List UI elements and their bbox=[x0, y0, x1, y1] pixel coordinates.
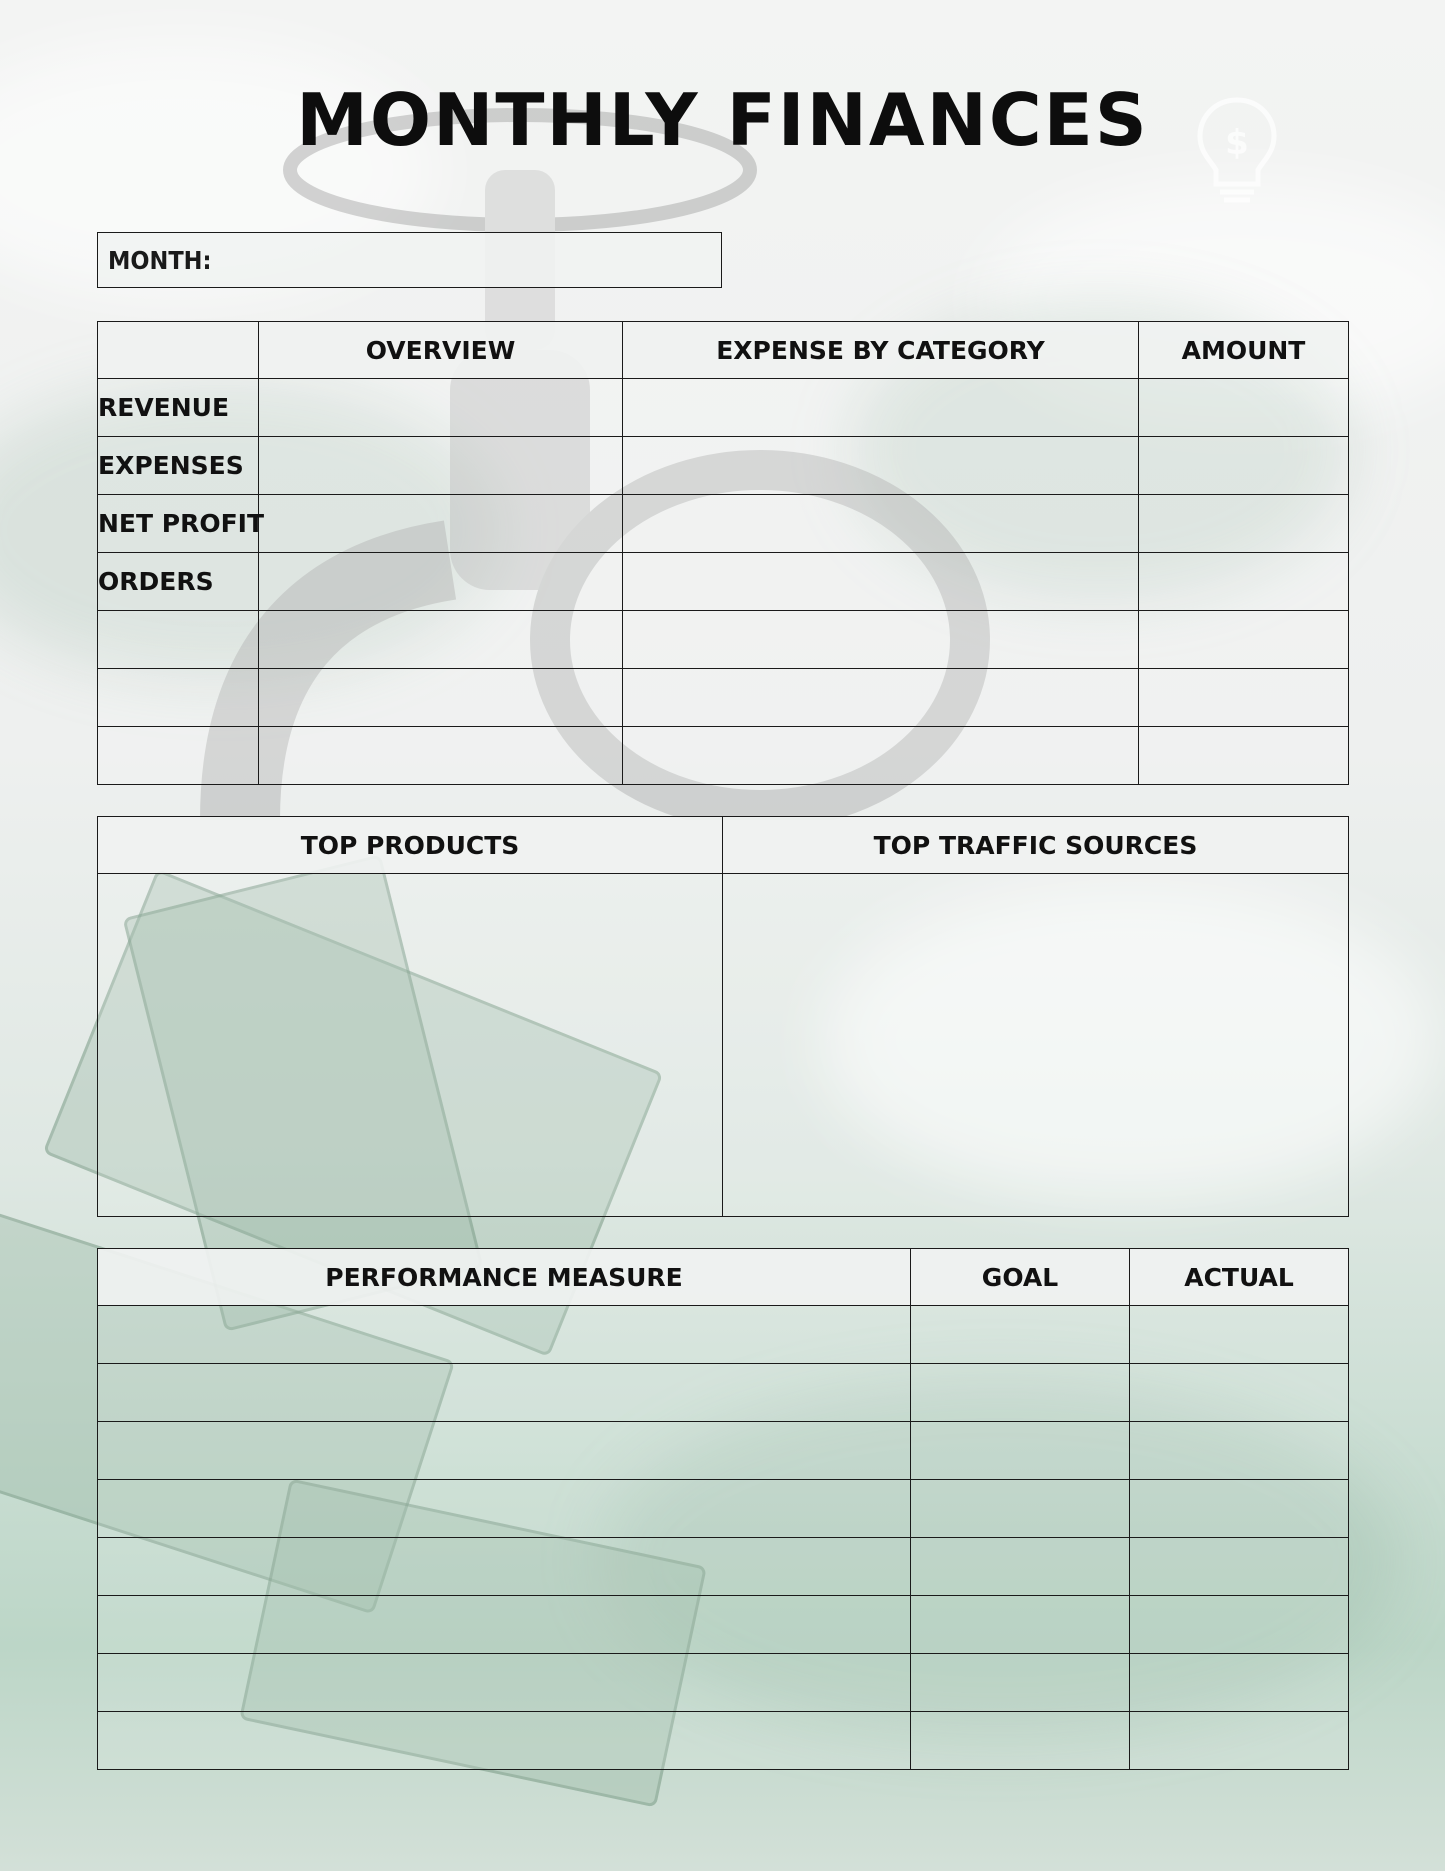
goal-cell[interactable] bbox=[911, 1538, 1130, 1596]
performance-measure-cell[interactable] bbox=[98, 1364, 911, 1422]
overview-cell[interactable] bbox=[259, 727, 623, 785]
actual-cell[interactable] bbox=[1130, 1422, 1349, 1480]
overview-cell[interactable] bbox=[259, 379, 623, 437]
row-label-orders: ORDERS bbox=[98, 553, 259, 611]
svg-text:$: $ bbox=[1225, 123, 1249, 163]
amount-cell[interactable] bbox=[1139, 669, 1349, 727]
top-traffic-sources-header: TOP TRAFFIC SOURCES bbox=[723, 817, 1349, 874]
overview-header: OVERVIEW bbox=[259, 322, 623, 379]
goal-cell[interactable] bbox=[911, 1364, 1130, 1422]
performance-measure-cell[interactable] bbox=[98, 1480, 911, 1538]
amount-header: AMOUNT bbox=[1139, 322, 1349, 379]
products-traffic-table bbox=[97, 816, 1349, 1217]
table-row bbox=[98, 495, 1349, 553]
amount-cell[interactable] bbox=[1139, 727, 1349, 785]
expense-category-cell[interactable] bbox=[623, 553, 1139, 611]
amount-cell[interactable] bbox=[1139, 611, 1349, 669]
top-products-header: TOP PRODUCTS bbox=[98, 817, 723, 874]
top-products-area[interactable] bbox=[98, 874, 723, 1217]
actual-cell[interactable] bbox=[1130, 1538, 1349, 1596]
performance-body bbox=[98, 1306, 1349, 1770]
table-row bbox=[98, 553, 1349, 611]
amount-cell[interactable] bbox=[1139, 495, 1349, 553]
actual-cell[interactable] bbox=[1130, 1712, 1349, 1770]
row-label-blank[interactable] bbox=[98, 727, 259, 785]
expense-category-cell[interactable] bbox=[623, 669, 1139, 727]
products-header-row bbox=[98, 817, 1349, 874]
performance-measure-cell[interactable] bbox=[98, 1654, 911, 1712]
top-traffic-sources-area[interactable] bbox=[723, 874, 1349, 1217]
actual-header: ACTUAL bbox=[1130, 1249, 1349, 1306]
overview-header-row bbox=[98, 322, 1349, 379]
overview-cell[interactable] bbox=[259, 437, 623, 495]
row-label-blank[interactable] bbox=[98, 611, 259, 669]
page-title: MONTHLY FINANCES bbox=[296, 78, 1149, 162]
amount-cell[interactable] bbox=[1139, 553, 1349, 611]
actual-cell[interactable] bbox=[1130, 1654, 1349, 1712]
actual-cell[interactable] bbox=[1130, 1364, 1349, 1422]
table-row bbox=[98, 1306, 1349, 1364]
expense-category-cell[interactable] bbox=[623, 727, 1139, 785]
amount-cell[interactable] bbox=[1139, 437, 1349, 495]
overview-cell[interactable] bbox=[259, 611, 623, 669]
goal-cell[interactable] bbox=[911, 1422, 1130, 1480]
overview-cell[interactable] bbox=[259, 669, 623, 727]
table-row bbox=[98, 1712, 1349, 1770]
goal-cell[interactable] bbox=[911, 1596, 1130, 1654]
table-row bbox=[98, 1422, 1349, 1480]
performance-measure-cell[interactable] bbox=[98, 1712, 911, 1770]
table-row bbox=[98, 437, 1349, 495]
goal-cell[interactable] bbox=[911, 1306, 1130, 1364]
expense-category-cell[interactable] bbox=[623, 495, 1139, 553]
table-row bbox=[98, 611, 1349, 669]
performance-header-row bbox=[98, 1249, 1349, 1306]
performance-measure-cell[interactable] bbox=[98, 1306, 911, 1364]
row-label-blank[interactable] bbox=[98, 669, 259, 727]
expense-category-cell[interactable] bbox=[623, 379, 1139, 437]
products-body-row bbox=[98, 874, 1349, 1217]
goal-cell[interactable] bbox=[911, 1712, 1130, 1770]
table-row bbox=[98, 727, 1349, 785]
overview-cell[interactable] bbox=[259, 553, 623, 611]
table-row bbox=[98, 1480, 1349, 1538]
month-label: MONTH: bbox=[108, 245, 212, 275]
row-label-net-profit: NET PROFIT bbox=[98, 495, 259, 553]
expense-category-cell[interactable] bbox=[623, 437, 1139, 495]
expense-by-category-header: EXPENSE BY CATEGORY bbox=[623, 322, 1139, 379]
row-label-expenses: EXPENSES bbox=[98, 437, 259, 495]
month-field[interactable] bbox=[97, 232, 722, 288]
performance-measure-cell[interactable] bbox=[98, 1596, 911, 1654]
table-row bbox=[98, 379, 1349, 437]
amount-cell[interactable] bbox=[1139, 379, 1349, 437]
overview-cell[interactable] bbox=[259, 495, 623, 553]
actual-cell[interactable] bbox=[1130, 1480, 1349, 1538]
actual-cell[interactable] bbox=[1130, 1306, 1349, 1364]
goal-cell[interactable] bbox=[911, 1654, 1130, 1712]
performance-measure-header: PERFORMANCE MEASURE bbox=[98, 1249, 911, 1306]
table-row bbox=[98, 669, 1349, 727]
row-label-revenue: REVENUE bbox=[98, 379, 259, 437]
performance-measure-cell[interactable] bbox=[98, 1538, 911, 1596]
overview-table bbox=[97, 321, 1349, 785]
performance-measure-cell[interactable] bbox=[98, 1422, 911, 1480]
table-row bbox=[98, 1538, 1349, 1596]
goal-header: GOAL bbox=[911, 1249, 1130, 1306]
overview-corner-cell bbox=[98, 322, 259, 379]
goal-cell[interactable] bbox=[911, 1480, 1130, 1538]
table-row bbox=[98, 1654, 1349, 1712]
table-row bbox=[98, 1364, 1349, 1422]
actual-cell[interactable] bbox=[1130, 1596, 1349, 1654]
performance-table bbox=[97, 1248, 1349, 1770]
table-row bbox=[98, 1596, 1349, 1654]
expense-category-cell[interactable] bbox=[623, 611, 1139, 669]
